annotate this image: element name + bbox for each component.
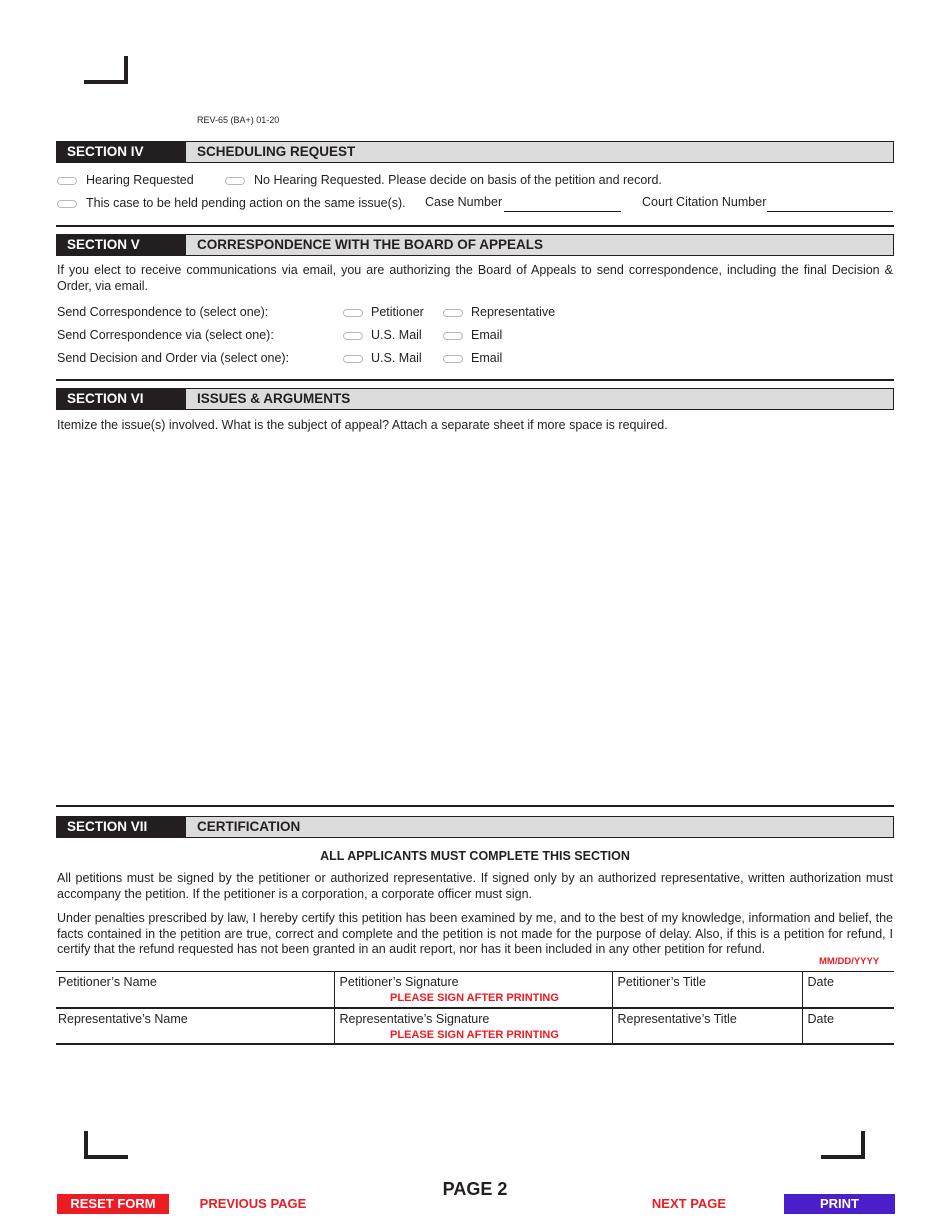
correspondence-to-label: Send Correspondence to (select one): [57,305,269,319]
representative-signature-label: Representative’s Signature [339,1011,490,1026]
pending-label: This case to be held pending action on the same issue(s). [86,196,406,210]
representative-sign-note: PLEASE SIGN AFTER PRINTING [390,1028,559,1041]
petitioner-title-label: Petitioner’s Title [617,975,706,989]
date-format-hint: MM/DD/YYYY [819,956,880,967]
section-5-intro: If you elect to receive communications via email, you are authorizing the Board of Appeals to send correspondence, including the final Decision & Order, via email. [57,263,893,293]
section-5-number: SECTION V [57,235,186,255]
correspondence-via-label: Send Correspondence via (select one): [57,328,274,342]
section-6-header [56,388,894,410]
representative-date-field[interactable] [802,1008,894,1044]
print-button[interactable]: PRINT [784,1194,895,1214]
petitioner-signature-field [334,972,612,1008]
decision-via-email-radio[interactable] [443,355,463,363]
correspondence-via-email-label: Email [471,328,503,342]
correspondence-to-representative-radio[interactable] [443,309,463,317]
hearing-requested-label: Hearing Requested [86,173,194,187]
representative-title-field[interactable] [612,1008,802,1044]
table-row [56,972,894,1008]
no-hearing-label: No Hearing Requested. Please decide on basis of the petition and record. [254,173,662,187]
case-number-label: Case Number [425,195,503,209]
section-4-number: SECTION IV [57,142,186,162]
section-4-title: SCHEDULING REQUEST [186,142,893,162]
divider [56,805,894,807]
representative-name-label: Representative’s Name [58,1011,188,1026]
court-citation-field[interactable] [767,211,893,212]
correspondence-to-petitioner-label: Petitioner [371,305,424,319]
section-7-number: SECTION VII [57,817,186,837]
correspondence-via-email-radio[interactable] [443,332,463,340]
certification-paragraph-2: Under penalties prescribed by law, I hereby certify this petition has been examined by me, and to the best of my knowledge, information and belief, the facts contained in the petition are true, correct and complete and the petition is not made for the purpose of delay. Also, if this is a petition for refund, I certify that the refund requested has not been granted in an audit report, nor has it been included in any other petition for refund. [57,911,893,956]
previous-page-button[interactable]: PREVIOUS PAGE [196,1194,310,1214]
petitioner-name-label: Petitioner’s Name [58,975,157,989]
representative-title-label: Representative’s Title [617,1011,737,1026]
section-5-header [56,234,894,256]
decision-via-mail-label: U.S. Mail [371,351,422,365]
decision-via-mail-radio[interactable] [343,355,363,363]
petitioner-signature-label: Petitioner’s Signature [339,975,459,989]
certification-paragraph-1: All petitions must be signed by the petitioner or authorized representative. If signed only by an authorized representative, written authorization must accompany the petition. If the petitioner is a corporation, a corporate officer must sign. [57,871,893,901]
section-6-number: SECTION VI [57,389,186,409]
representative-name-field[interactable] [56,1008,334,1044]
section-6-title: ISSUES & ARGUMENTS [186,389,893,409]
correspondence-via-mail-label: U.S. Mail [371,328,422,342]
page-number: PAGE 2 [442,1179,508,1199]
certification-subheading: ALL APPLICANTS MUST COMPLETE THIS SECTION [320,849,630,863]
pending-radio[interactable] [57,200,77,208]
petitioner-title-field[interactable] [612,972,802,1008]
representative-date-label: Date [807,1011,834,1026]
issues-instruction: Itemize the issue(s) involved. What is the subject of appeal? Attach a separate sheet if more space is required. [57,418,668,432]
correspondence-to-petitioner-radio[interactable] [343,309,363,317]
form-number: REV-65 (BA+) 01-20 [197,115,280,125]
petitioner-name-field[interactable] [56,972,334,1008]
section-5-title: CORRESPONDENCE WITH THE BOARD OF APPEALS [186,235,893,255]
issues-text-area[interactable] [56,437,894,801]
crop-mark-bottom-left [84,1131,128,1159]
petitioner-date-label: Date [807,975,834,989]
signature-table [56,971,894,1045]
decision-via-label: Send Decision and Order via (select one): [57,351,290,365]
petitioner-date-field[interactable] [802,972,894,1008]
correspondence-to-representative-label: Representative [471,305,556,319]
correspondence-via-mail-radio[interactable] [343,332,363,340]
section-7-header [56,816,894,838]
next-page-button[interactable]: NEXT PAGE [646,1194,732,1214]
section-4-header [56,141,894,163]
divider [56,379,894,381]
table-row [56,1008,894,1044]
crop-mark-top-left [84,56,128,84]
representative-signature-field [334,1008,612,1044]
decision-via-email-label: Email [471,351,503,365]
section-7-title: CERTIFICATION [186,817,893,837]
crop-mark-bottom-right [821,1131,865,1159]
divider [56,225,894,227]
reset-form-button[interactable]: RESET FORM [57,1194,169,1214]
case-number-field[interactable] [504,211,621,212]
petitioner-sign-note: PLEASE SIGN AFTER PRINTING [390,992,559,1004]
court-citation-label: Court Citation Number [642,195,767,209]
no-hearing-radio[interactable] [225,177,245,185]
hearing-requested-radio[interactable] [57,177,77,185]
